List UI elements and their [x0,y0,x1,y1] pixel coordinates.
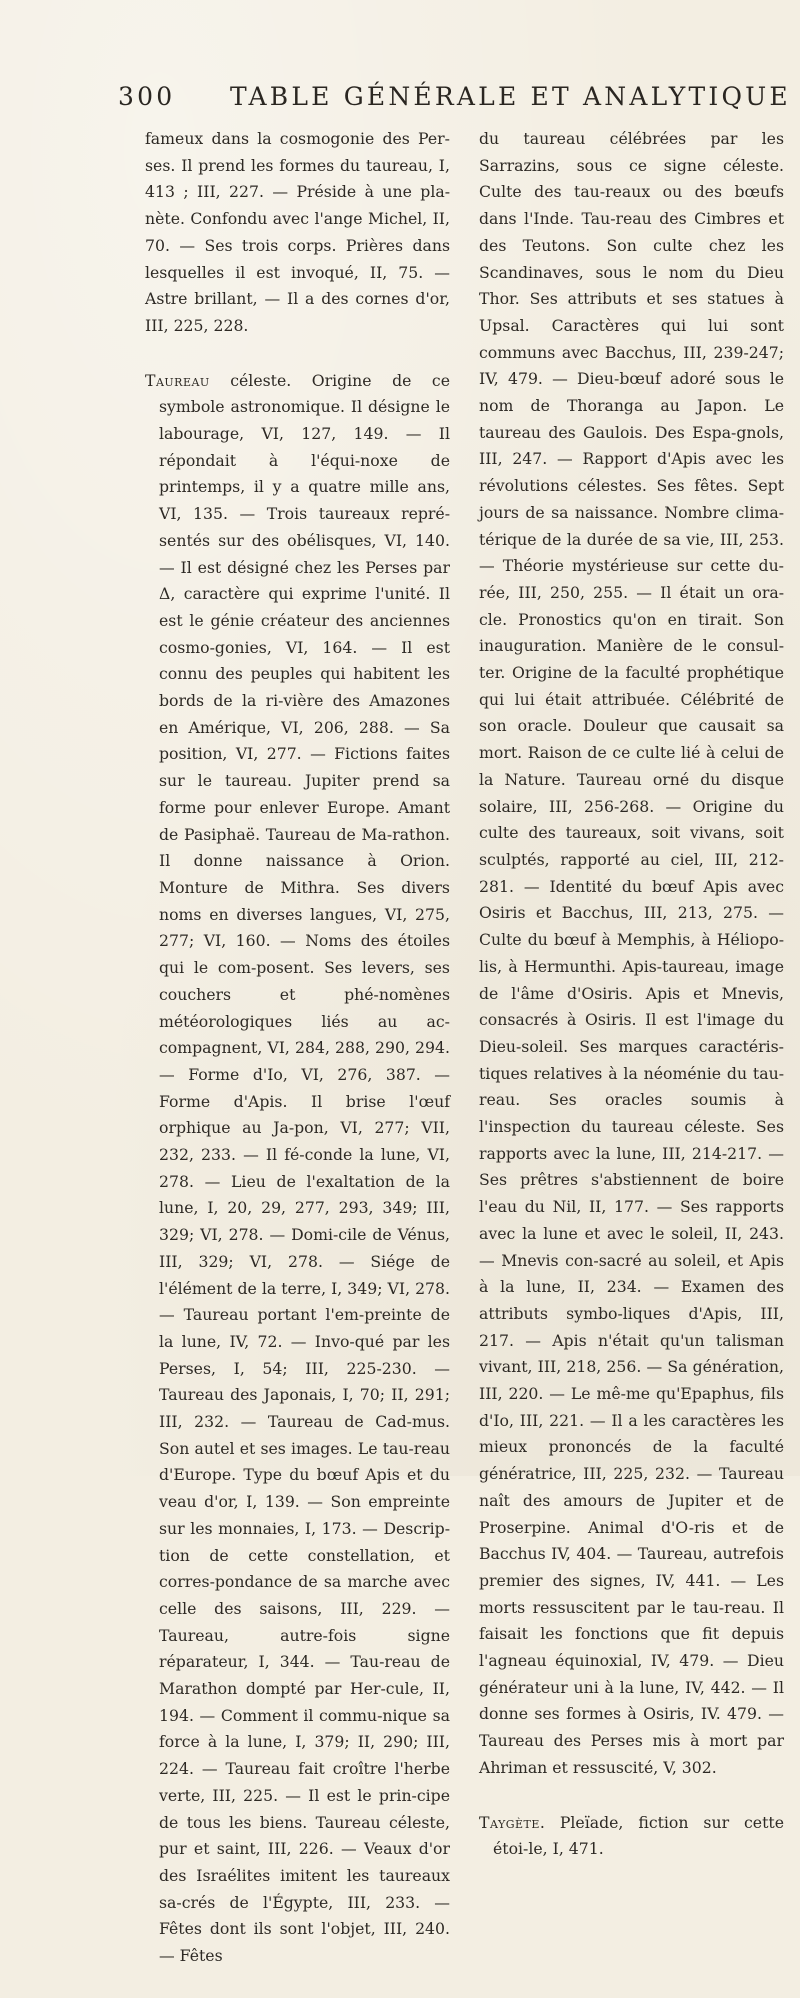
entry-continuation-right: du taureau célébrées par les Sarrazins, sous ce signe céleste. Culte des tau-reaux ou des bœufs dans l'Inde. Tau-reau des Cimbres et des Teutons. Son culte chez les Scandinaves, sous le nom du Dieu Thor. Ses attributs et ses statues à Upsal. Caractères qui lui sont communs avec Bacchus, III, 239-247; IV, 479. — Dieu-bœuf adoré sous le nom de Thoranga au Japon. Le taureau des Gaulois. Des Espa-gnols, III, 247. — Rapport d'Apis avec les révolutions célestes. Ses fêtes. Sept jours de sa naissance. Nombre clima-térique de la durée de sa vie, III, 253. — Théorie mystérieuse sur cette du-rée, III, 250, 255. — Il était un ora-cle. Pronostics qu'on en tirait. Son inauguration. Manière de le consul-ter. Origine de la faculté prophétique qui lui était attribuée. Célébrité de son oracle. Douleur que causait sa mort. Raison de ce culte lié à celui de la Nature. Taureau orné du disque solaire, III, 256-268. — Origine du culte des taureaux, soit vivans, soit sculptés, rapporté au ciel, III, 212-281. — Identité du bœuf Apis avec Osiris et Bacchus, III, 213, 275. — Culte du bœuf à Memphis, à Héliopo-lis, à Hermunthi. Apis-taureau, image de l'âme d'Osiris. Apis et Mnevis, consacrés à Osiris. Il est l'image du Dieu-soleil. Ses marques caractéris-tiques relatives à la néoménie du tau-reau. Ses oracles soumis à l'inspection du taureau céleste. Ses rapports avec la lune, III, 214-217. — Ses prêtres s'abstiennent de boire l'eau du Nil, II, 177. — Ses rapports avec la lune et avec le soleil, II, 243. — Mnevis con-sacré au soleil, et Apis à la lune, II, 234. — Examen des attributs symbo-liques d'Apis, III, 217. — Apis n'était qu'un talisman vivant, III, 218, 256. — Sa génération, III, 220. — Le mê-me qu'Epaphus, fils d'Io, III, 221. — Il a les caractères les mieux prononcés de la faculté génératrice, III, 225, 232. — Taureau naît des amours de Jupiter et de Proserpine. Animal d'O-ris et de Bacchus IV, 404. — Taureau, autrefois premier des signes, IV, 441. — Les morts ressuscitent par le tau-reau. Il faisait les fonctions que fit depuis l'agneau équinoxial, IV, 479. — Dieu générateur uni à la lune, IV, 442. — Il donne ses formes à Osiris, IV. 479. — Taureau des Perses mis à mort par Ahriman et ressuscité, V, 302. [479,129,784,1777]
page-number: 300 [118,82,176,111]
entry-head-taygete: Taygète [479,1812,540,1832]
right-column [479,126,784,1891]
entry-continuation: fameux dans la cosmogonie des Per-ses. Il prend les formes du taureau, I, 413 ; III, 227. — Préside à une pla-nète. Confondu avec l'ange Michel, II, 70. — Ses trois corps. Prières dans lesquelles il est invoqué, II, 75. — Astre brillant, — Il a des cornes d'or, III, 225, 228. [145,129,450,335]
left-column [145,126,450,1998]
running-title: TABLE GÉNÉRALE ET ANALYTIQUE [230,82,791,111]
entry-text-taureau: céleste. Origine de ce symbole astronomique. Il désigne le labourage, VI, 127, 149. — Il répondait à l'équi-noxe de printemps, il y a quatre mille ans, VI, 135. — Trois taureaux repré-sentés sur des obélisques, VI, 140. — Il est désigné chez les Perses par Δ, caractère qui exprime l'unité. Il est le génie créateur des anciennes cosmo-gonies, VI, 164. — Il est connu des peuples qui habitent les bords de la ri-vière des Amazones en Amérique, VI, 206, 288. — Sa position, VI, 277. — Fictions faites sur le taureau. Jupiter prend sa forme pour enlever Europe. Amant de Pasiphaë. Taureau de Ma-rathon. Il donne naissance à Orion. Monture de Mithra. Ses divers noms en diverses langues, VI, 275, 277; VI, 160. — Noms des étoiles qui le com-posent. Ses levers, ses couchers et phé-nomènes météorologiques liés au ac-compagnent, VI, 284, 288, 290, 294. — Forme d'Io, VI, 276, 387. — Forme d'Apis. Il brise l'œuf orphique au Ja-pon, VI, 277; VII, 232, 233. — Il fé-conde la lune, VI, 278. — Lieu de l'exaltation de la lune, I, 20, 29, 277, 293, 349; III, 329; VI, 278. — Domi-cile de Vénus, III, 329; VI, 278. — Siége de l'élément de la terre, I, 349; VI, 278. — Taureau portant l'em-preinte de la lune, IV, 72. — Invo-qué par les Perses, I, 54; III, 225-230. — Taureau des Japonais, I, 70; II, 291; III, 232. — Taureau de Cad-mus. Son autel et ses images. Le tau-reau d'Europe. Type du bœuf Apis et du veau d'or, I, 139. — Son empreinte sur les monnaies, I, 173. — Descrip-tion de cette constellation, et corres-pondance de sa marche avec celle des saisons, III, 229. — Taureau, autre-fois signe réparateur, I, 344. — Tau-reau de Marathon dompté par Her-cule, II, 194. — Comment il commu-nique sa force à la lune, I, 379; II, 290; III, 224. — Taureau fait croître l'herbe verte, III, 225. — Il est le prin-cipe de tous les biens. Taureau céleste, pur et saint, III, 226. — Veaux d'or des Israélites imitent les taureaux sa-crés de l'Égypte, III, 233. — Fêtes dont ils sont l'objet, III, 240. — Fêtes [159,370,450,1966]
entry-head-taureau: Taureau [145,370,210,390]
entry-taygete [479,1810,784,1863]
entry-taureau [145,368,450,1970]
page-header [118,82,791,118]
entry-text-taygete: . Pleïade, fiction sur cette étoi-le, I, 471. [493,1812,784,1859]
